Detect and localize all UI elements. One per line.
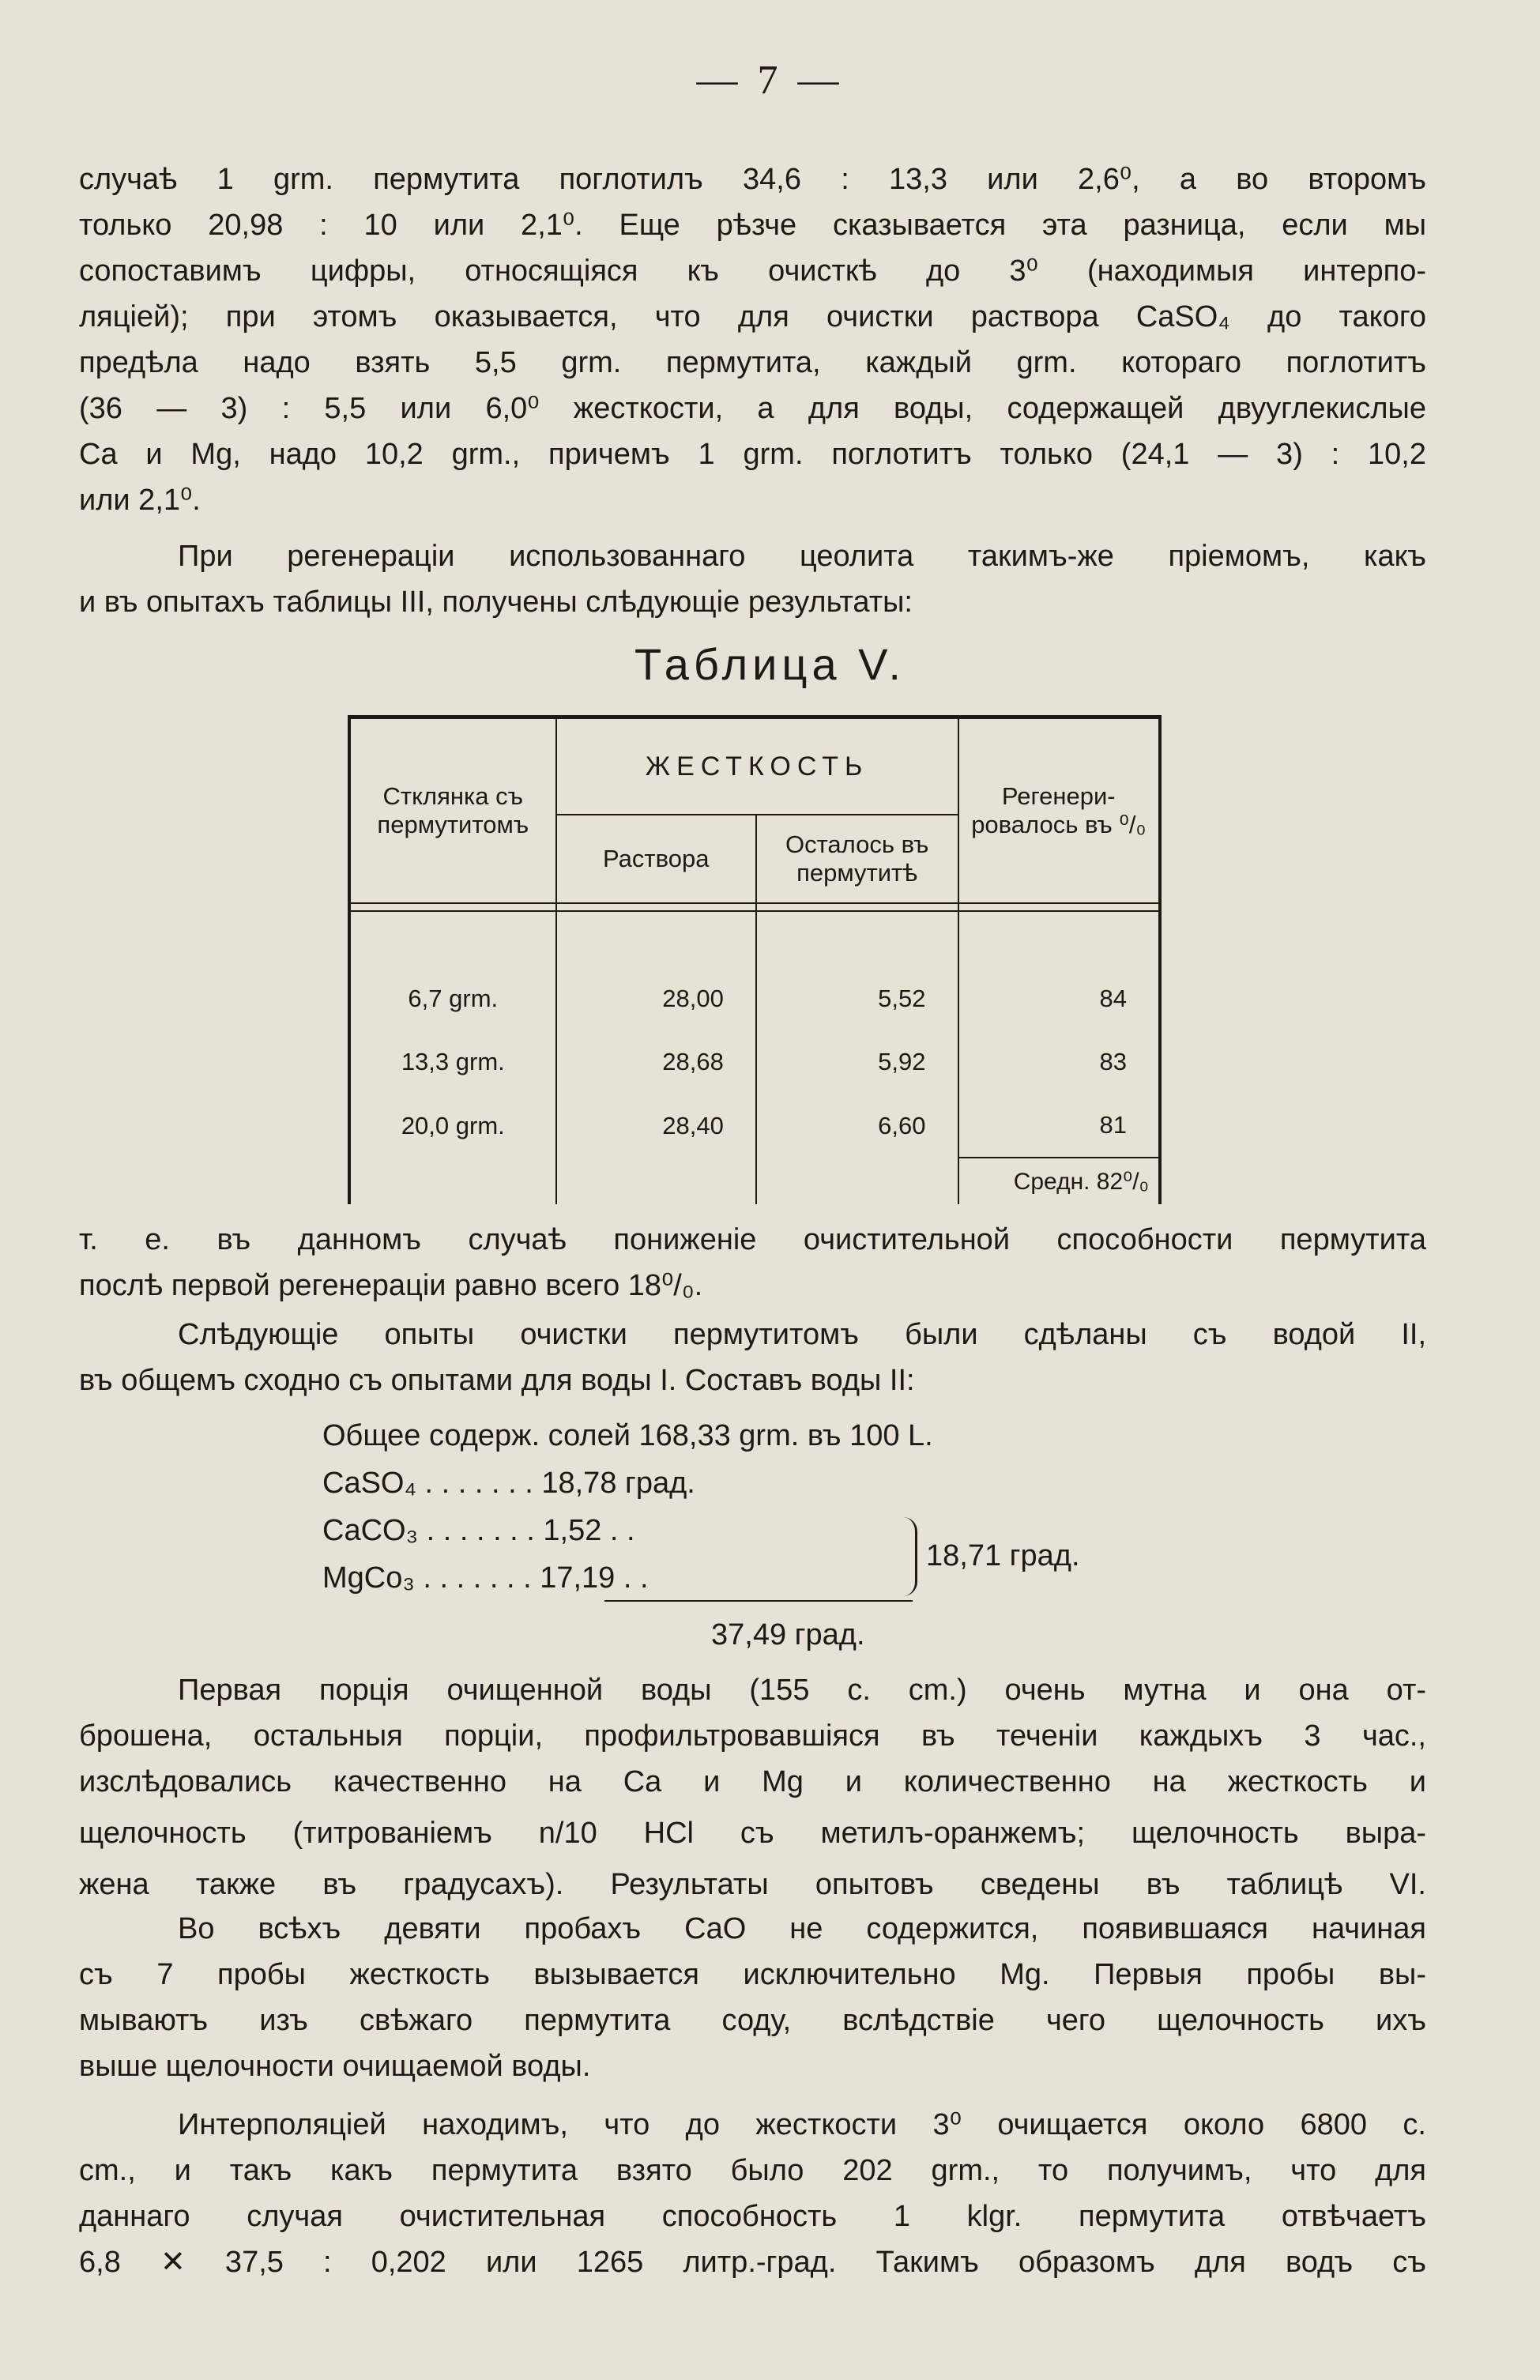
paragraph-4 <box>79 1312 1426 1403</box>
text-line: мываютъ изъ свѣжаго пермутита соду, вслѣдствіе чего щелочность ихъ <box>79 2004 1426 2037</box>
text-line: въ общемъ сходно съ опытами для воды I. Составъ воды II: <box>79 1364 915 1397</box>
header-regenerated: Регенери-ровалось въ ⁰/₀ <box>958 717 1160 904</box>
text-line: 6,8 ✕ 37,5 : 0,202 или 1265 литр.-град. Такимъ образомъ для водъ съ <box>79 2246 1426 2279</box>
cell-solution: 28,00 <box>556 967 756 1030</box>
text-line: Первая порція очищенной воды (155 c. cm.) очень мутна и она от- <box>178 1674 1426 1707</box>
text-line: (36 — 3) : 5,5 или 6,0⁰ жесткости, а для воды, содержащей двууглекислые <box>79 392 1426 425</box>
table-row <box>349 1094 1160 1158</box>
cell-remained: 6,60 <box>756 1094 958 1158</box>
text-line: Интерполяціей находимъ, что до жесткости 3⁰ очищается около 6800 c. <box>178 2108 1426 2141</box>
header-remained: Осталось въ пермутитѣ <box>756 815 958 903</box>
cell-solution: 28,68 <box>556 1030 756 1094</box>
caso4-line: CaSO₄ . . . . . . . 18,78 град. <box>322 1467 695 1500</box>
sum-rule <box>604 1600 913 1602</box>
cell-sample: 13,3 grm. <box>349 1030 556 1094</box>
text-line: щелочность (титрованіемъ n/10 HCl съ метилъ-оранжемъ; щелочность выра- <box>79 1817 1426 1850</box>
cell-regenerated: 84 <box>958 967 1160 1030</box>
text-line: брошена, остальныя порціи, профильтровавшіяся въ теченіи каждыхъ 3 час., <box>79 1719 1426 1753</box>
grand-total: 37,49 град. <box>711 1618 865 1651</box>
text-line: жена также въ градусахъ). Результаты опытовъ сведены въ таблицѣ VI. <box>79 1868 1426 1901</box>
paragraph-1 <box>79 156 1426 523</box>
text-line: т. е. въ данномъ случаѣ пониженіе очистительной способности пермутита <box>79 1223 1426 1256</box>
cell-sample: 20,0 grm. <box>349 1094 556 1158</box>
paragraph-7 <box>79 2102 1426 2285</box>
caco3-line: CaCO₃ . . . . . . . 1,52 . . <box>322 1514 635 1547</box>
bracket-sum: 18,71 град. <box>926 1539 1080 1572</box>
cell-remained: 5,52 <box>756 967 958 1030</box>
text-line: При регенераціи использованнаго цеолита такимъ-же пріемомъ, какъ <box>178 540 1426 573</box>
page-number: — 7 — <box>696 58 844 103</box>
text-line: даннаго случая очистительная способность 1 klgr. пермутита отвѣчаетъ <box>79 2200 1426 2233</box>
text-line: изслѣдовались качественно на Ca и Mg и количественно на жесткость и <box>79 1765 1426 1798</box>
total-salts: Общее содерж. солей 168,33 grm. въ 100 L. <box>322 1419 933 1452</box>
cell-regenerated: 81 <box>958 1094 1160 1158</box>
text-line: ляціей); при этомъ оказывается, что для очистки раствора CaSO₄ до такого <box>79 300 1426 333</box>
text-line: только 20,98 : 10 или 2,1⁰. Еще рѣзче сказывается эта разница, если мы <box>79 209 1426 242</box>
cell-solution: 28,40 <box>556 1094 756 1158</box>
paragraph-3 <box>79 1217 1426 1309</box>
cell-remained: 5,92 <box>756 1030 958 1094</box>
text-line: послѣ первой регенераціи равно всего 18⁰/₀. <box>79 1269 703 1302</box>
text-line: случаѣ 1 grm. пермутита поглотилъ 34,6 : 13,3 или 2,6⁰, а во второмъ <box>79 163 1426 196</box>
text-line: cm., и такъ какъ пермутита взято было 202 grm., то получимъ, что для <box>79 2154 1426 2187</box>
text-line: или 2,1⁰. <box>79 484 201 517</box>
text-line: и въ опытахъ таблицы III, получены слѣдующіе результаты: <box>79 586 913 619</box>
text-line: выше щелочности очищаемой воды. <box>79 2050 591 2083</box>
brace-icon <box>901 1517 917 1596</box>
paragraph-2 <box>79 533 1426 625</box>
paragraph-5 <box>79 1667 1426 1907</box>
table-title: Таблица V. <box>634 639 906 689</box>
cell-regenerated: 83 <box>958 1030 1160 1094</box>
text-line: Слѣдующіе опыты очистки пермутитомъ были сдѣланы съ водой II, <box>178 1318 1426 1351</box>
table-row <box>349 1030 1160 1094</box>
text-line: Ca и Mg, надо 10,2 grm., причемъ 1 grm. поглотитъ только (24,1 — 3) : 10,2 <box>79 438 1426 471</box>
mgco3-line: MgCo₃ . . . . . . . 17,19 . . <box>322 1561 649 1595</box>
header-sample: Стклянка съ пермутитомъ <box>349 717 556 904</box>
header-hardness-group: ЖЕСТКОСТЬ <box>556 717 958 815</box>
text-line: съ 7 пробы жесткость вызывается исключительно Mg. Первыя пробы вы- <box>79 1958 1426 1991</box>
text-line: предѣла надо взять 5,5 grm. пермутита, каждый grm. котораго поглотитъ <box>79 346 1426 379</box>
cell-sample: 6,7 grm. <box>349 967 556 1030</box>
text-line: сопоставимъ цифры, относящіяся къ очисткѣ до 3⁰ (находимыя интерпо- <box>79 254 1426 288</box>
text-line: Во всѣхъ девяти пробахъ CaO не содержится, появившаяся начиная <box>178 1912 1426 1945</box>
table-row <box>349 967 1160 1030</box>
data-table <box>348 715 1162 1204</box>
header-solution: Раствора <box>556 815 756 903</box>
paragraph-6 <box>79 1906 1426 2089</box>
average-value: Средн. 82⁰/₀ <box>958 1158 1160 1204</box>
